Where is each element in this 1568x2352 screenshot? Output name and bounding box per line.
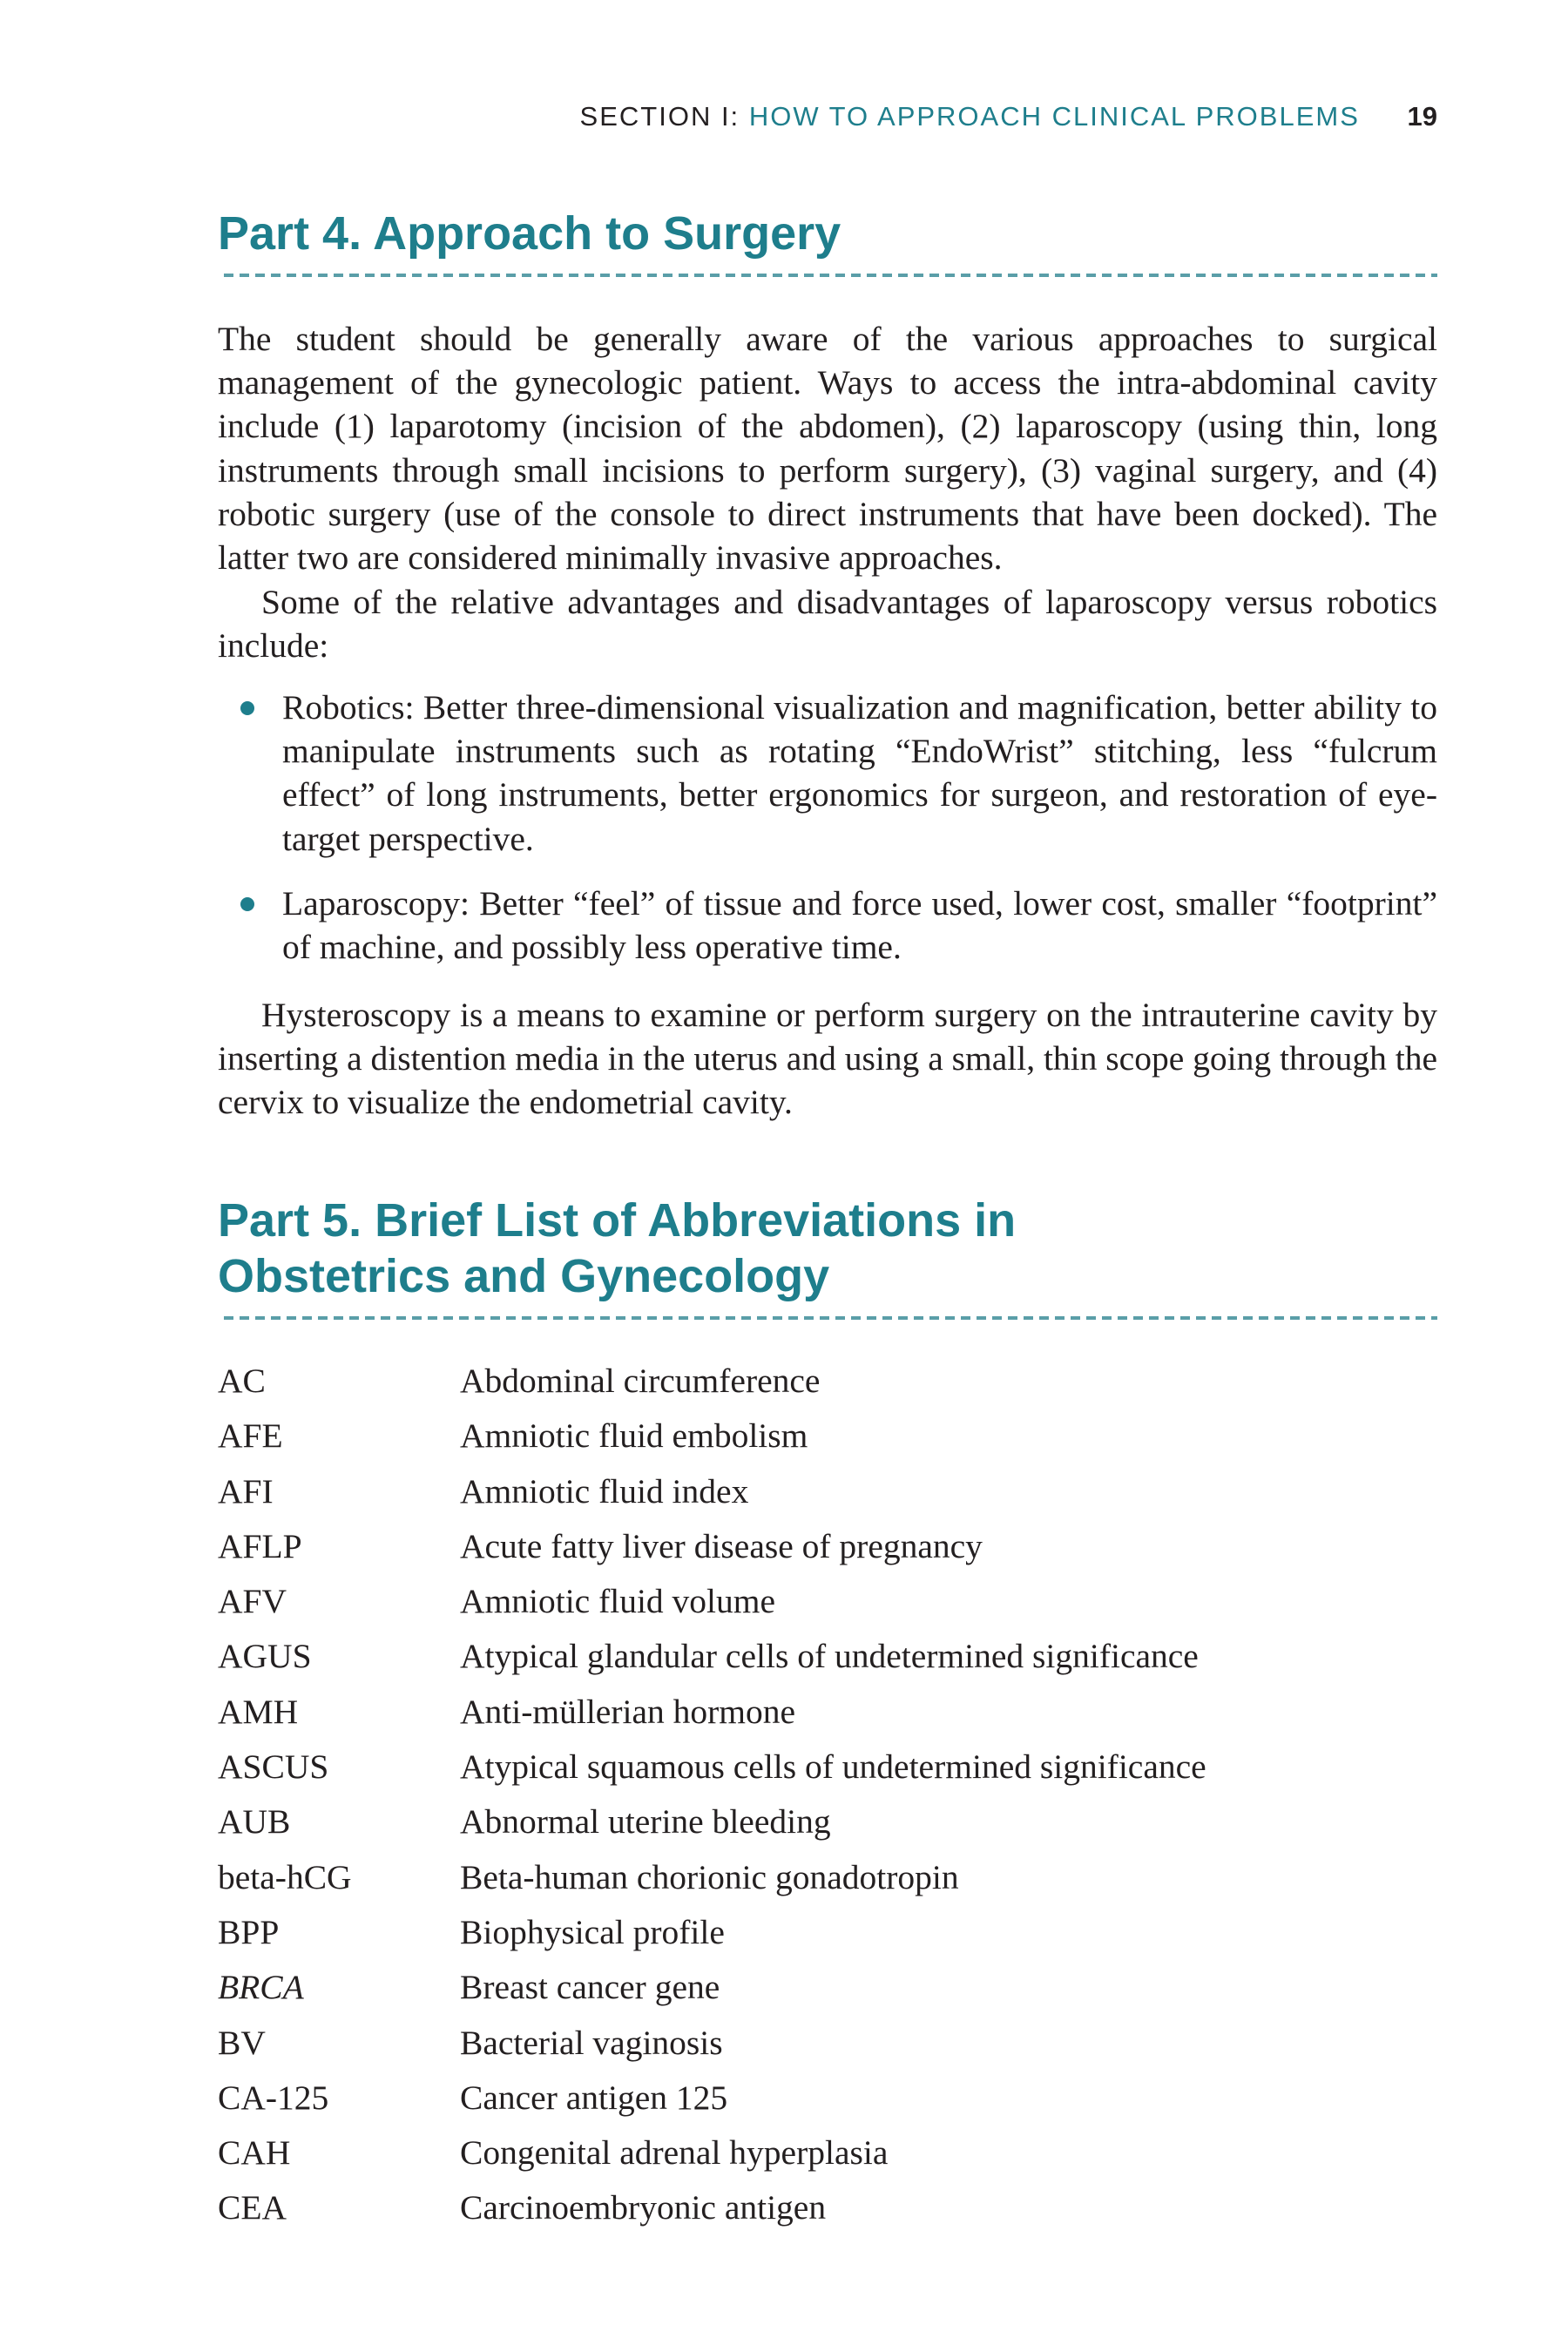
abbreviation-row xyxy=(218,1470,1437,1524)
part5-heading-line1: Part 5. Brief List of Abbreviations in xyxy=(218,1194,1017,1247)
abbreviation-definition: Acute fatty liver disease of pregnancy xyxy=(460,1526,983,1565)
abbreviation-definition: Biophysical profile xyxy=(460,1912,725,1951)
abbreviation-term: AC xyxy=(218,1362,266,1400)
abbreviation-term: BRCA xyxy=(218,1968,304,2007)
abbreviation-definition: Amniotic fluid embolism xyxy=(460,1416,808,1456)
abbreviation-term: BPP xyxy=(218,1912,280,1951)
abbreviation-definition: Amniotic fluid volume xyxy=(460,1582,776,1621)
abbreviation-definition: Carcinoembryonic antigen xyxy=(460,2188,827,2227)
abbreviation-row xyxy=(218,1524,1437,1579)
abbreviation-row xyxy=(218,2186,1437,2240)
abbreviation-row xyxy=(218,1690,1437,1745)
page-number: 19 xyxy=(1407,101,1437,132)
part5-heading xyxy=(218,1193,1437,1320)
abbreviation-row xyxy=(218,1579,1437,1634)
abbreviation-row xyxy=(218,1745,1437,1800)
abbreviation-term: beta-hCG xyxy=(218,1857,352,1896)
abbreviation-term: AFE xyxy=(218,1416,283,1456)
running-head xyxy=(580,101,1437,132)
bullet-item-laparoscopy xyxy=(218,882,1437,969)
abbreviation-definition: Abnormal uterine bleeding xyxy=(460,1802,831,1842)
comparison-intro-paragraph: Some of the relative advantages and disadvantages of laparoscopy versus robotics include: xyxy=(218,583,1437,666)
abbreviation-row xyxy=(218,2076,1437,2131)
abbreviation-definition: Atypical squamous cells of undetermined significance xyxy=(460,1747,1206,1787)
bullet-dot-icon xyxy=(240,897,254,911)
abbreviation-definition: Atypical glandular cells of undetermined significance xyxy=(460,1637,1199,1676)
abbreviation-term: CEA xyxy=(218,2188,287,2227)
abbreviation-definition: Anti-müllerian hormone xyxy=(460,1692,796,1731)
abbreviation-definition: Bacterial vaginosis xyxy=(460,2023,723,2062)
abbreviation-term: BV xyxy=(218,2023,266,2062)
abbreviation-definition: Congenital adrenal hyperplasia xyxy=(460,2133,889,2173)
abbreviation-row xyxy=(218,1414,1437,1469)
abbreviation-row xyxy=(218,1965,1437,2020)
abbreviation-row xyxy=(218,1855,1437,1910)
abbreviation-row xyxy=(218,1910,1437,1965)
abbreviation-term: CAH xyxy=(218,2133,291,2173)
bullet-item-robotics xyxy=(218,686,1437,861)
abbreviation-term: AFI xyxy=(218,1471,274,1511)
abbreviation-definition: Abdominal circumference xyxy=(460,1362,821,1400)
running-head-label: SECTION I: xyxy=(579,101,740,132)
abbreviation-row xyxy=(218,2131,1437,2186)
abbreviation-term: AFV xyxy=(218,1582,287,1621)
part4-intro-paragraph: The student should be generally aware of the various approaches to surgical management of the gynecologic patient. Ways to access the intra-abdominal cavity include (1) laparotomy (incision of the abdomen), (2) laparoscopy (using thin, long instruments through small incisions to perform surgery), (3) vaginal surgery, and (4) robotic surgery (use of the console to direct instruments that have been docked). The latter two are considered minimally invasive approaches. xyxy=(218,320,1437,578)
abbreviation-definition: Cancer antigen 125 xyxy=(460,2078,728,2117)
hysteroscopy-paragraph: Hysteroscopy is a means to examine or perform surgery on the intrauterine cavity by inserting a distention media in the uterus and using a small, thin scope going through the cervix to visualize the endometrial cavity. xyxy=(218,996,1437,1122)
abbreviation-definition: Amniotic fluid index xyxy=(460,1471,749,1511)
advantages-bullet-list xyxy=(218,686,1437,990)
abbreviation-row xyxy=(218,1634,1437,1689)
abbreviation-term: AMH xyxy=(218,1692,299,1731)
abbreviation-definition: Beta-human chorionic gonadotropin xyxy=(460,1857,959,1896)
bullet-text-laparoscopy: Laparoscopy: Better “feel” of tissue and force used, lower cost, smaller “footprint” of machine, and possibly less operative time. xyxy=(282,883,1437,967)
abbreviations-list xyxy=(218,1359,1437,2241)
abbreviation-row xyxy=(218,2021,1437,2076)
abbreviation-definition: Breast cancer gene xyxy=(460,1968,720,2007)
abbreviation-term: ASCUS xyxy=(218,1747,329,1787)
abbreviation-term: CA-125 xyxy=(218,2078,329,2117)
abbreviation-row xyxy=(218,1800,1437,1855)
bullet-dot-icon xyxy=(240,701,254,715)
abbreviation-term: AGUS xyxy=(218,1637,312,1676)
abbreviation-row xyxy=(218,1359,1437,1414)
part4-heading: Part 4. Approach to Surgery xyxy=(218,206,1437,277)
bullet-text-robotics: Robotics: Better three-dimensional visualization and magnification, better ability to manipulate instruments such as rotating “EndoWrist” stitching, less “fulcrum effect” of long instruments, better ergonomics for surgeon, and restoration of eye-target perspective. xyxy=(282,688,1437,858)
running-head-section-title: HOW TO APPROACH CLINICAL PROBLEMS xyxy=(748,101,1360,132)
abbreviation-term: AFLP xyxy=(218,1526,302,1565)
abbreviation-term: AUB xyxy=(218,1802,291,1842)
part5-heading-line2: Obstetrics and Gynecology xyxy=(218,1250,830,1302)
